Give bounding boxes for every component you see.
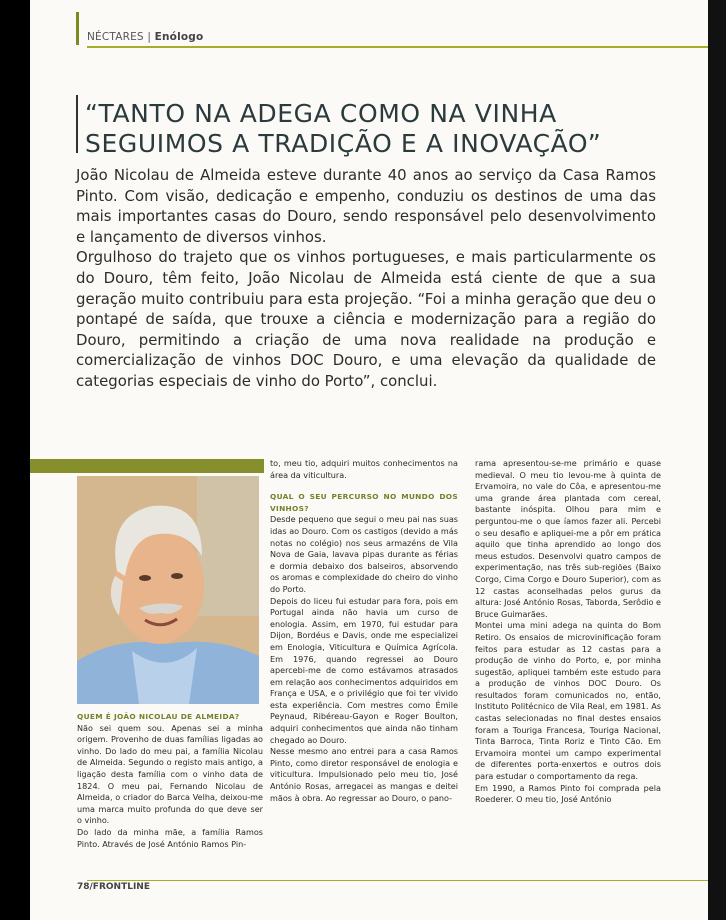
header-rule (87, 46, 708, 48)
page-number: 78/FRONTLINE (77, 882, 150, 892)
column-2-heading: QUAL O SEU PERCURSO NO MUNDO DOS VINHOS? (270, 492, 458, 513)
column-3-paragraph-1: rama apresentou-se-me primário e quase medieval. O meu tio levou-me à quinta de Ervamoira, no vale do Côa, e apresentou-me uma grande área plantada com cereal, bastante inóspita. Olhou para mim e perguntou-me o que íamos fazer ali. Percebi o seu desafio e apliquei-me a pôr em prática aquilo que tinha aprendido ao longo dos meus estudos. Desenvolvi quatro campos de experimentação, nas três sub-regiões (Baixo Corgo, Cima Corgo e Douro Superior), com as 12 castas aconselhadas pelos gurus da altura: José António Rosas, Taborda, Serôdio e Bruce Guimarães. (475, 458, 661, 619)
column-2-paragraph-0: to, meu tio, adquiri muitos conhecimentos na área da viticultura. (270, 458, 458, 480)
column-3 (475, 458, 661, 806)
title-line-2: SEGUIMOS A TRADIÇÃO E A INOVAÇÃO” (85, 129, 602, 158)
subsection-label: Enólogo (154, 31, 204, 43)
column-1 (77, 711, 263, 850)
column-2-paragraph-1: Desde pequeno que segui o meu pai nas suas idas ao Douro. Com os castigos (devido a más notas no colégio) nos seus armazéns de Vila Nova de Gaia, lavava pipas durante as férias e dormia debaixo dos balseiros, absorvendo os aromas e complexidade do cheiro do vinho do Porto. (270, 514, 458, 594)
accent-band (30, 459, 264, 473)
column-2-paragraph-2: Depois do liceu fui estudar para fora, pois em Portugal ainda não havia um curso de enologia. Assim, em 1970, fui estudar para Dijon, Bordéus e Davis, onde me especializei em Enologia, Viticultura e Química Agrícola. Em 1976, quando regressei ao Douro apercebi-me de como estávamos atrasados em relação aos conhecimentos adquiridos em França e USA, e o privilégio que foi ter vivido esta experiência. Com mestres como Émile Peynaud, Ribéreau-Gayon e Roger Boulton, adquiri conhecimentos que ainda não tinham chegado ao Douro. (270, 595, 458, 745)
column-1-paragraph-1: Não sei quem sou. Apenas sei a minha origem. Provenho de duas famílias ligadas ao vinho. Do lado do meu pai, a família Nicolau de Almeida. Segundo o registo mais antigo, a ligação desta família com o vinho data de 1824. O meu pai, Fernando Nicolau de Almeida, o criador do Barca Velha, deixou-me uma marca muito profunda do que deve ser o vinho. (77, 722, 263, 826)
article-title (85, 99, 700, 159)
lead-paragraph-1: João Nicolau de Almeida esteve durante 40 anos ao serviço da Casa Ramos Pinto. Com visão, dedicação e empenho, conduziu os destinos de uma das mais importantes casas do Douro, sendo responsável pelo desenvolvimento e lançamento de diversos vinhos. (76, 166, 656, 246)
lead-paragraph-2: Orgulhoso do trajeto que os vinhos portugueses, e mais particularmente os do Douro, têm feito, João Nicolau de Almeida está ciente de que a sua geração muito contribuiu para esta projeção. “Foi a minha geração que deu o pontapé de saída, que trouxe a ciência e modernização para a região do Douro, permitindo a criação de uma nova realidade na produção e comercialização de vinhos DOC Douro, e uma elevação da qualidade de categorias especiais de vinho do Porto”, conclui. (76, 248, 656, 390)
footer-rule (87, 880, 708, 881)
title-accent-bar (76, 95, 78, 153)
column-2 (270, 458, 458, 804)
column-2-paragraph-3: Nesse mesmo ano entrei para a casa Ramos Pinto, como diretor responsável de enologia e viticultura. Impulsionado pelo meu tio, José António Rosas, arregacei as mangas e deitei mãos à obra. Ao regressar ao Douro, o pano- (270, 746, 458, 803)
header-accent-bar (76, 12, 79, 45)
portrait-photo (77, 476, 259, 704)
section-label: NÉCTARES | (87, 31, 155, 43)
column-3-paragraph-2: Montei uma mini adega na quinta do Bom Retiro. Os ensaios de microvinificação foram feitos para estudar as 12 castas para a produção de vinho do Porto, e, por minha sugestão, apliquei também este estudo para a produção de vinhos DOC Douro. Os resultados foram comunicados no, então, Instituto Politécnico de Vila Real, em 1981. As castas selecionadas no final destes ensaios foram a Touriga Francesa, Touriga Nacional, Tinta Barroca, Tinta Roriz e Tinto Cão. Em Ervamoira montei um campo experimental de diferentes porta-enxertos e outros dois para estudar o comportamento da rega. (475, 620, 661, 782)
column-1-heading: QUEM É JOÃO NICOLAU DE ALMEIDA? (77, 712, 240, 721)
portrait-illustration (77, 476, 259, 704)
column-1-paragraph-2: Do lado da minha mãe, a família Ramos Pinto. Através de José António Ramos Pin- (77, 826, 263, 849)
column-3-paragraph-3: Em 1990, a Ramos Pinto foi comprada pela Roederer. O meu tio, José António (475, 782, 661, 805)
article-lead (76, 165, 656, 392)
page-edge (708, 0, 726, 920)
title-line-1: “TANTO NA ADEGA COMO NA VINHA (85, 99, 557, 128)
section-header (87, 31, 203, 43)
